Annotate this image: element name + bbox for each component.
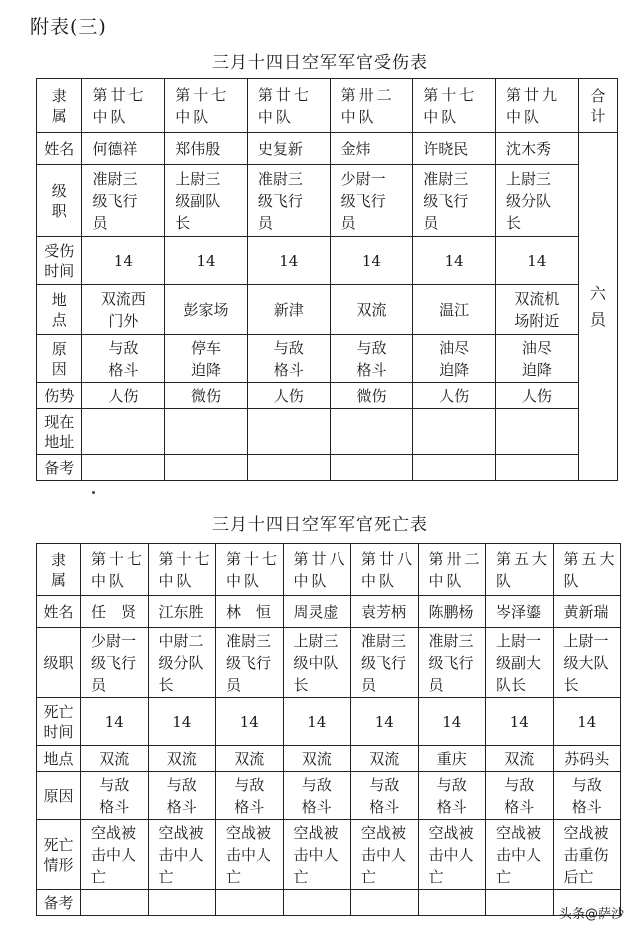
death-remarks-2 — [148, 890, 216, 916]
injury-reason-row — [37, 335, 618, 383]
death-name-6: 陈鹏杨 — [418, 596, 486, 628]
injury-severity-2: 微伤 — [165, 383, 248, 409]
death-unit-7: 第五大 队 — [486, 544, 554, 596]
label-remarks: 备考 — [37, 890, 81, 916]
death-unit-5: 第廿八 中队 — [351, 544, 419, 596]
label-place: 地 点 — [37, 285, 82, 335]
label-place: 地点 — [37, 746, 81, 772]
injury-time-2: 14 — [165, 237, 248, 285]
injury-name-1: 何德祥 — [82, 133, 165, 165]
death-name-3: 林 恒 — [216, 596, 284, 628]
death-place-2: 双流 — [148, 746, 216, 772]
label-name: 姓名 — [37, 596, 81, 628]
label-address: 现在 地址 — [37, 409, 82, 455]
injury-name-row — [37, 133, 618, 165]
death-name-row — [37, 596, 621, 628]
label-injury-time: 受伤 时间 — [37, 237, 82, 285]
label-rank: 级职 — [37, 628, 81, 698]
injury-time-4: 14 — [330, 237, 413, 285]
injury-address-3 — [247, 409, 330, 455]
death-rank-8: 上尉一 级大队 长 — [553, 628, 621, 698]
injury-address-5 — [413, 409, 496, 455]
injury-rank-4: 少尉一 级飞行 员 — [330, 165, 413, 237]
injury-name-4: 金炜 — [330, 133, 413, 165]
appendix-title: 附表(三) — [30, 16, 107, 38]
injury-place-row — [37, 285, 618, 335]
injury-total: 六 员 — [578, 133, 617, 481]
death-name-5: 袁芳柄 — [351, 596, 419, 628]
death-time-row — [37, 698, 621, 746]
injury-time-5: 14 — [413, 237, 496, 285]
death-place-7: 双流 — [486, 746, 554, 772]
death-rank-2: 中尉二 级分队 长 — [148, 628, 216, 698]
death-name-2: 江东胜 — [148, 596, 216, 628]
death-circumstance-7: 空战被 击中人 亡 — [486, 820, 554, 890]
death-time-1: 14 — [81, 698, 149, 746]
injury-remarks-3 — [247, 455, 330, 481]
injury-name-6: 沈木秀 — [496, 133, 579, 165]
injury-rank-6: 上尉三 级分队 长 — [496, 165, 579, 237]
death-reason-2: 与敌 格斗 — [148, 772, 216, 820]
injury-rank-3: 准尉三 级飞行 员 — [247, 165, 330, 237]
injury-unit-6: 第廿九 中队 — [496, 79, 579, 133]
death-reason-4: 与敌 格斗 — [283, 772, 351, 820]
injury-unit-4: 第卅二 中队 — [330, 79, 413, 133]
injury-reason-6: 油尽 迫降 — [496, 335, 579, 383]
label-unit: 隶 属 — [37, 79, 82, 133]
injury-rank-row — [37, 165, 618, 237]
injury-table — [36, 78, 618, 481]
injury-address-6 — [496, 409, 579, 455]
death-unit-1: 第十七 中队 — [81, 544, 149, 596]
injury-name-2: 郑伟殷 — [165, 133, 248, 165]
death-circumstance-2: 空战被 击中人 亡 — [148, 820, 216, 890]
injury-unit-3: 第廿七 中队 — [247, 79, 330, 133]
death-remarks-7 — [486, 890, 554, 916]
injury-remarks-1 — [82, 455, 165, 481]
death-rank-7: 上尉一 级副大 队长 — [486, 628, 554, 698]
injury-reason-2: 停车 迫降 — [165, 335, 248, 383]
death-remarks-1 — [81, 890, 149, 916]
injury-remarks-5 — [413, 455, 496, 481]
death-unit-8: 第五大 队 — [553, 544, 621, 596]
death-reason-1: 与敌 格斗 — [81, 772, 149, 820]
death-reason-7: 与敌 格斗 — [486, 772, 554, 820]
injury-time-1: 14 — [82, 237, 165, 285]
injury-address-row — [37, 409, 618, 455]
death-name-4: 周灵虚 — [283, 596, 351, 628]
injury-severity-3: 人伤 — [247, 383, 330, 409]
death-rank-5: 准尉三 级飞行 员 — [351, 628, 419, 698]
injury-reason-1: 与敌 格斗 — [82, 335, 165, 383]
injury-time-row — [37, 237, 618, 285]
death-name-8: 黄新瑞 — [553, 596, 621, 628]
death-remarks-row — [37, 890, 621, 916]
death-rank-3: 准尉三 级飞行 员 — [216, 628, 284, 698]
print-speck — [92, 491, 95, 494]
injury-unit-5: 第十七 中队 — [413, 79, 496, 133]
injury-severity-row — [37, 383, 618, 409]
death-circumstance-1: 空战被 击中人 亡 — [81, 820, 149, 890]
injury-remarks-2 — [165, 455, 248, 481]
death-unit-4: 第廿八 中队 — [283, 544, 351, 596]
death-time-3: 14 — [216, 698, 284, 746]
label-unit: 隶 属 — [37, 544, 81, 596]
death-place-6: 重庆 — [418, 746, 486, 772]
injury-reason-4: 与敌 格斗 — [330, 335, 413, 383]
death-unit-6: 第卅二 中队 — [418, 544, 486, 596]
injury-severity-5: 人伤 — [413, 383, 496, 409]
injury-time-6: 14 — [496, 237, 579, 285]
injury-time-3: 14 — [247, 237, 330, 285]
death-name-1: 任 贤 — [81, 596, 149, 628]
death-reason-row — [37, 772, 621, 820]
death-place-4: 双流 — [283, 746, 351, 772]
death-circumstance-row — [37, 820, 621, 890]
injury-unit-row — [37, 79, 618, 133]
death-table — [36, 543, 621, 916]
death-place-8: 苏码头 — [553, 746, 621, 772]
label-severity: 伤势 — [37, 383, 82, 409]
injury-rank-5: 准尉三 级飞行 员 — [413, 165, 496, 237]
injury-place-4: 双流 — [330, 285, 413, 335]
death-unit-2: 第十七 中队 — [148, 544, 216, 596]
watermark: 头条@萨沙 — [558, 907, 624, 922]
death-circumstance-3: 空战被 击中人 亡 — [216, 820, 284, 890]
injury-unit-2: 第十七 中队 — [165, 79, 248, 133]
injury-name-5: 许晓民 — [413, 133, 496, 165]
death-remarks-3 — [216, 890, 284, 916]
death-rank-1: 少尉一 级飞行 员 — [81, 628, 149, 698]
injury-address-2 — [165, 409, 248, 455]
death-name-7: 岑泽鎏 — [486, 596, 554, 628]
injury-rank-1: 准尉三 级飞行 员 — [82, 165, 165, 237]
injury-severity-6: 人伤 — [496, 383, 579, 409]
injury-place-6: 双流机 场附近 — [496, 285, 579, 335]
death-circumstance-4: 空战被 击中人 亡 — [283, 820, 351, 890]
label-reason: 原因 — [37, 772, 81, 820]
death-place-5: 双流 — [351, 746, 419, 772]
death-rank-4: 上尉三 级中队 长 — [283, 628, 351, 698]
label-total: 合 计 — [578, 79, 617, 133]
death-reason-8: 与敌 格斗 — [553, 772, 621, 820]
injury-place-2: 彭家场 — [165, 285, 248, 335]
death-time-6: 14 — [418, 698, 486, 746]
label-reason: 原 因 — [37, 335, 82, 383]
death-time-8: 14 — [553, 698, 621, 746]
injury-remarks-row — [37, 455, 618, 481]
injury-place-5: 温江 — [413, 285, 496, 335]
injury-table-title: 三月十四日空军军官受伤表 — [212, 53, 428, 73]
injury-place-3: 新津 — [247, 285, 330, 335]
label-remarks: 备考 — [37, 455, 82, 481]
label-name: 姓名 — [37, 133, 82, 165]
death-reason-6: 与敌 格斗 — [418, 772, 486, 820]
label-rank: 级 职 — [37, 165, 82, 237]
label-death-time: 死亡 时间 — [37, 698, 81, 746]
injury-remarks-4 — [330, 455, 413, 481]
injury-unit-1: 第廿七 中队 — [82, 79, 165, 133]
death-reason-3: 与敌 格斗 — [216, 772, 284, 820]
label-circumstance: 死亡 情形 — [37, 820, 81, 890]
death-circumstance-5: 空战被 击中人 亡 — [351, 820, 419, 890]
injury-reason-3: 与敌 格斗 — [247, 335, 330, 383]
death-reason-5: 与敌 格斗 — [351, 772, 419, 820]
death-remarks-5 — [351, 890, 419, 916]
death-time-4: 14 — [283, 698, 351, 746]
injury-severity-1: 人伤 — [82, 383, 165, 409]
death-remarks-6 — [418, 890, 486, 916]
death-remarks-4 — [283, 890, 351, 916]
injury-address-4 — [330, 409, 413, 455]
injury-address-1 — [82, 409, 165, 455]
death-time-7: 14 — [486, 698, 554, 746]
death-circumstance-8: 空战被 击重伤 后亡 — [553, 820, 621, 890]
death-place-1: 双流 — [81, 746, 149, 772]
injury-reason-5: 油尽 迫降 — [413, 335, 496, 383]
death-rank-6: 准尉三 级飞行 员 — [418, 628, 486, 698]
death-circumstance-6: 空战被 击中人 亡 — [418, 820, 486, 890]
death-time-5: 14 — [351, 698, 419, 746]
injury-rank-2: 上尉三 级副队 长 — [165, 165, 248, 237]
injury-remarks-6 — [496, 455, 579, 481]
injury-severity-4: 微伤 — [330, 383, 413, 409]
death-unit-3: 第十七 中队 — [216, 544, 284, 596]
death-place-3: 双流 — [216, 746, 284, 772]
death-rank-row — [37, 628, 621, 698]
death-table-title: 三月十四日空军军官死亡表 — [212, 515, 428, 535]
injury-place-1: 双流西 门外 — [82, 285, 165, 335]
death-place-row — [37, 746, 621, 772]
injury-name-3: 史复新 — [247, 133, 330, 165]
death-time-2: 14 — [148, 698, 216, 746]
death-unit-row — [37, 544, 621, 596]
